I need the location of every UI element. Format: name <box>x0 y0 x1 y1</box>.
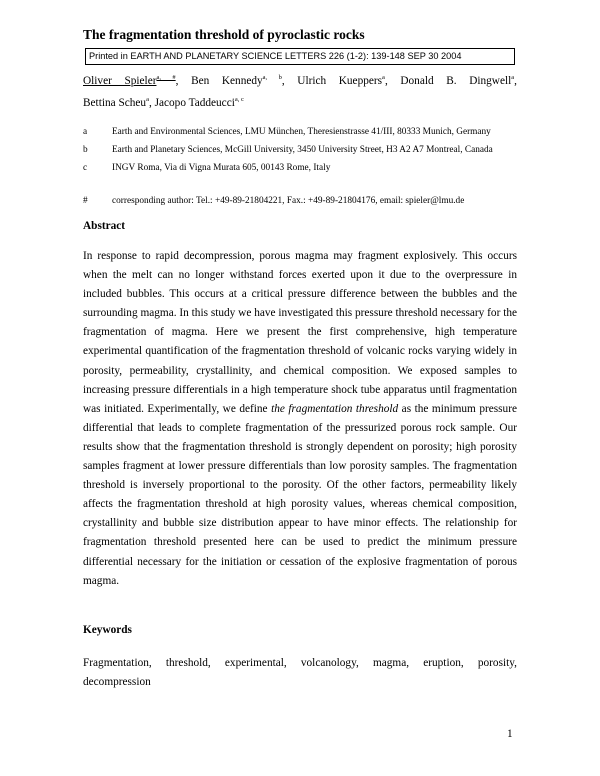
abstract-text: In response to rapid decompression, porous magma may fragment explosively. This occurs when the melt can no longer withstand forces exerted upon it due to the overpressure in included bubbles. This occurs at a critical pressure difference between the bubbles and the surrounding magma. In this study we have investigated this pressure threshold necessary for the fragmentation of magma. Here we present the first comprehensive, high temperature experimental quantification of the fragmentation threshold of volcanic rocks varying widely in porosity, permeability, crystallinity, and chemical composition. We exposed samples to increasing pressure differentials in a high temperature shock tube apparatus until fragmentation was initiated. Experimentally, we define <box>83 250 517 415</box>
affiliation-text: Earth and Planetary Sciences, McGill University, 3450 University Street, H3 A2 A7 Montreal, Canada <box>112 145 493 155</box>
author-superscript: a <box>382 74 385 81</box>
keywords-heading: Keywords <box>83 624 132 636</box>
abstract-heading: Abstract <box>83 220 126 232</box>
affiliation-c <box>83 163 330 173</box>
author-superscript: a, c <box>234 96 244 103</box>
keywords-list: Fragmentation, threshold, experimental, volcanology, magma, eruption, porosity, decompression <box>83 657 517 688</box>
author-superscript: a <box>511 74 515 81</box>
abstract-body <box>83 247 517 591</box>
page-number: 1 <box>507 728 513 740</box>
affiliation-b <box>83 145 493 155</box>
author-superscript: a, # <box>156 74 176 81</box>
author-superscript: a, b <box>262 74 282 81</box>
publication-note: Printed in EARTH AND PLANETARY SCIENCE LETTERS 226 (1-2): 139-148 SEP 30 2004 <box>85 48 515 65</box>
affiliation-text: Earth and Environmental Sciences, LMU München, Theresienstrasse 41/III, 80333 Munich, Germany <box>112 127 491 137</box>
author-name: Ben Kennedy <box>191 75 263 87</box>
paper-title: The fragmentation threshold of pyroclastic rocks <box>83 27 365 42</box>
author-name: Ulrich Kueppers <box>297 75 383 87</box>
author-name: Jacopo Taddeucci <box>154 97 235 109</box>
author-name: Bettina Scheu <box>83 97 147 109</box>
affiliation-label: c <box>83 163 88 173</box>
affiliation-label: a <box>83 127 88 137</box>
author-name[interactable]: Oliver Spieler <box>83 75 157 87</box>
author-superscript: a <box>146 96 149 103</box>
author-line-2: Bettina Scheu$^a$, Jacopo Taddeucci$^{a, c}$ <box>83 96 244 109</box>
corresponding-author <box>83 196 464 206</box>
affiliation-label: b <box>83 145 88 155</box>
abstract-text: as the minimum pressure differential that leads to complete fragmentation of the pressurized porous rock sample. Our results show that the fragmentation threshold is strongly dependent on porosity; high porosity samples fragment at lower pressure differentials than low porosity samples. The fragmentation threshold is inversely proportional to the porosity. Of the other factors, permeability likely affects the fragmentation threshold at high porosity values, whereas chemical composition, crystallinity and bubble size distribution appear to have minor effects. The relationship for fragmentation threshold presented here can be used to predict the minimum pressure differential necessary for the initiation or cessation of the explosive fragmentation of porous magma. <box>83 402 517 587</box>
affiliation-text: INGV Roma, Via di Vigna Murata 605, 00143 Rome, Italy <box>112 163 331 173</box>
author-name: Donald B. Dingwell <box>400 75 512 87</box>
corresponding-label: # <box>83 196 88 206</box>
affiliation-a <box>83 127 491 137</box>
corresponding-text: corresponding author: Tel.: +49-89-21804221, Fax.: +49-89-21804176, email: spieler@lmu.de <box>112 196 465 206</box>
author-line-1: Oliver Spieler$^{a, \#}$, Ben Kennedy$^{a, b}$, Ulrich Kueppers$^a$, Donald B. Dingwell$^a$, <box>83 74 517 87</box>
abstract-italic-term: the fragmentation threshold <box>271 402 399 415</box>
